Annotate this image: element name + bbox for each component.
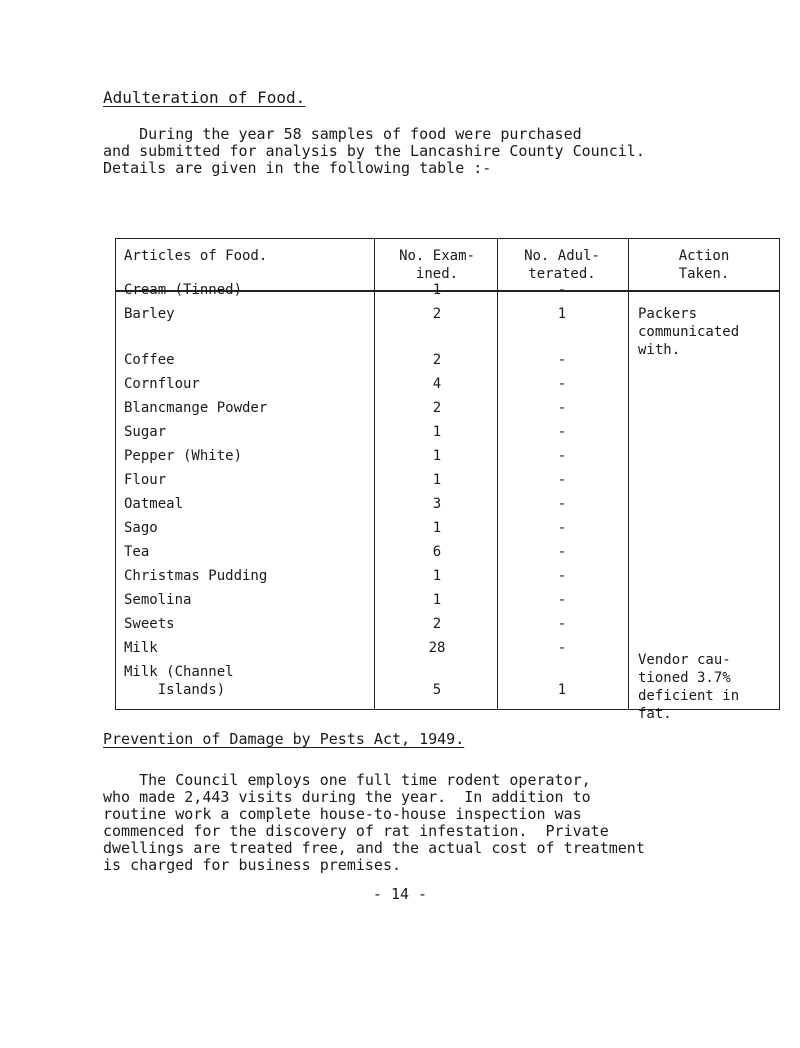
examined-count: 2: [432, 616, 442, 632]
article-name: Milk: [124, 640, 158, 656]
examined-count: 4: [432, 376, 442, 392]
paragraph-line: dwellings are treated free, and the actual cost of treatment: [103, 839, 645, 857]
examined-count: 2: [432, 306, 442, 322]
adulterated-count: -: [557, 568, 567, 584]
column-divider: [374, 239, 375, 709]
examined-count: 2: [432, 400, 442, 416]
action-taken: Vendor cau- tioned 3.7% deficient in fat.: [638, 652, 740, 722]
adulterated-count: 1: [557, 682, 567, 698]
article-name: Sweets: [124, 616, 175, 632]
paragraph-line: The Council employs one full time rodent operator,: [103, 771, 591, 789]
intro-line: During the year 58 samples of food were purchased: [103, 125, 582, 143]
examined-count: 2: [432, 352, 442, 368]
adulterated-count: -: [557, 616, 567, 632]
article-name: Pepper (White): [124, 448, 243, 464]
article-name: Cornflour: [124, 376, 200, 392]
adulterated-count: -: [557, 424, 567, 440]
article-name: Semolina: [124, 592, 192, 608]
paragraph-line: routine work a complete house-to-house inspection was: [103, 805, 582, 823]
adulterated-count: -: [557, 400, 567, 416]
article-name: Milk (Channel Islands): [124, 664, 234, 698]
header-articles: Articles of Food.: [124, 248, 268, 264]
examined-count: 1: [432, 424, 442, 440]
examined-count: 28: [428, 640, 446, 656]
section-heading: Adulteration of Food.: [103, 88, 306, 107]
paragraph-line: who made 2,443 visits during the year. In addition to: [103, 788, 591, 806]
article-name: Flour: [124, 472, 167, 488]
examined-count: 3: [432, 496, 442, 512]
adulterated-count: -: [557, 448, 567, 464]
column-divider: [497, 239, 498, 709]
article-name: Christmas Pudding: [124, 568, 268, 584]
adulterated-count: 1: [557, 306, 567, 322]
article-name: Sago: [124, 520, 158, 536]
adulterated-count: -: [557, 282, 567, 298]
pests-paragraph: [103, 772, 793, 874]
article-name: Coffee: [124, 352, 175, 368]
adulterated-count: -: [557, 496, 567, 512]
intro-line: and submitted for analysis by the Lancashire County Council.: [103, 142, 645, 160]
paragraph-line: commenced for the discovery of rat infestation. Private: [103, 822, 609, 840]
article-name: Cream (Tinned): [124, 282, 243, 298]
food-samples-table: [115, 238, 780, 722]
examined-count: 1: [432, 592, 442, 608]
adulterated-count: -: [557, 520, 567, 536]
header-adulterated: No. Adul- terated.: [524, 248, 600, 282]
article-name: Tea: [124, 544, 150, 560]
examined-count: 1: [432, 520, 442, 536]
column-divider: [628, 239, 629, 709]
examined-count: 1: [432, 448, 442, 464]
examined-count: 1: [432, 282, 442, 298]
intro-paragraph: [103, 126, 793, 177]
adulterated-count: -: [557, 592, 567, 608]
adulterated-count: -: [557, 376, 567, 392]
intro-line: Details are given in the following table :-: [103, 159, 492, 177]
article-name: Barley: [124, 306, 175, 322]
examined-count: 1: [432, 568, 442, 584]
adulterated-count: -: [557, 472, 567, 488]
pests-act-heading: Prevention of Damage by Pests Act, 1949.: [103, 730, 465, 748]
examined-count: 5: [432, 682, 442, 698]
paragraph-line: is charged for business premises.: [103, 856, 402, 874]
article-name: Sugar: [124, 424, 167, 440]
action-taken: Packers communicated with.: [638, 306, 740, 358]
adulterated-count: -: [557, 640, 567, 656]
examined-count: 6: [432, 544, 442, 560]
adulterated-count: -: [557, 544, 567, 560]
examined-count: 1: [432, 472, 442, 488]
adulterated-count: -: [557, 352, 567, 368]
header-action: Action Taken.: [678, 248, 730, 282]
article-name: Blancmange Powder: [124, 400, 268, 416]
header-examined: No. Exam- ined.: [399, 248, 475, 282]
article-name: Oatmeal: [124, 496, 184, 512]
page-number: - 14 -: [372, 885, 428, 903]
